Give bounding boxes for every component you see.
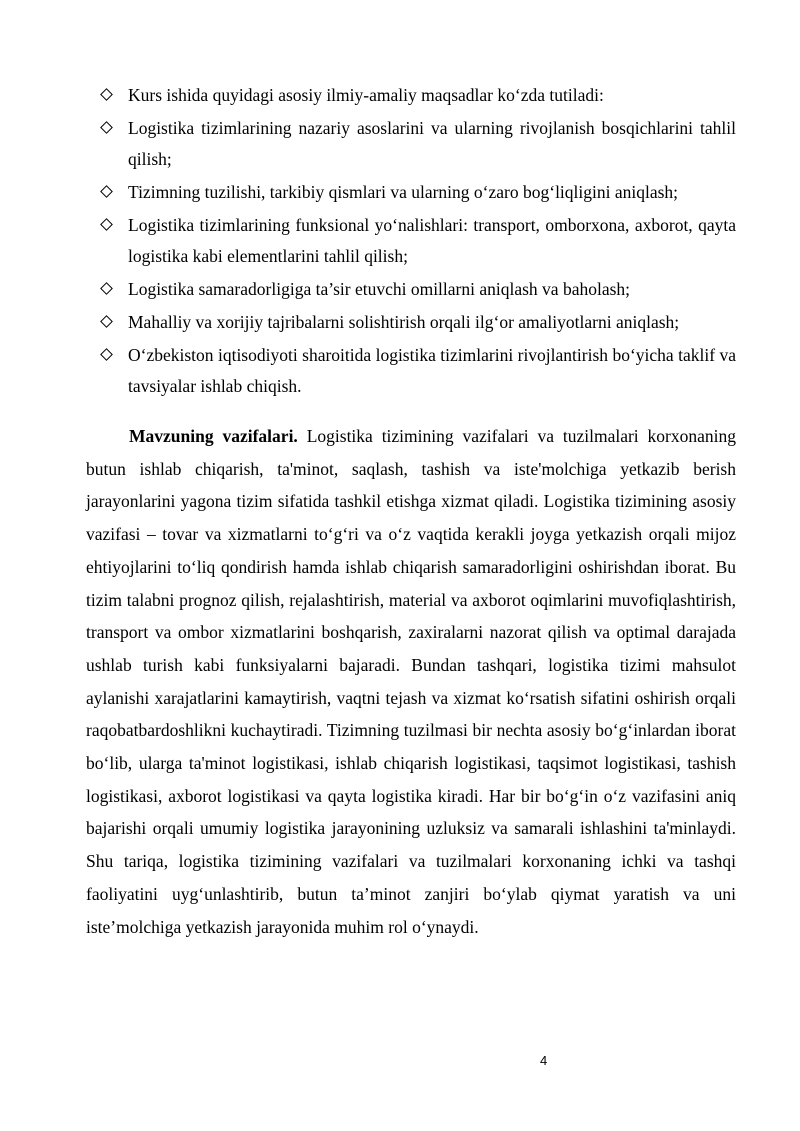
list-item <box>86 274 736 305</box>
paragraph-heading: Mavzuning vazifalari. <box>129 426 298 446</box>
objectives-list <box>86 80 736 404</box>
list-item-text: Mahalliy va xorijiy tajribalarni solishtirish orqali ilgʻor amaliyotlarni aniqlash; <box>128 312 680 332</box>
list-item <box>86 80 736 111</box>
diamond-bullet-icon <box>100 121 113 134</box>
diamond-bullet-icon <box>100 282 113 295</box>
tasks-paragraph <box>86 420 736 943</box>
list-item-text: Logistika samaradorligiga ta’sir etuvchi omillarni aniqlash va baholash; <box>128 279 631 299</box>
paragraph-text: Logistika tizimining vazifalari va tuzilmalari korxonaning butun ishlab chiqarish, ta'minot, saqlash, tashish va iste'molchiga yetkazib berish jarayonlarini yagona tizim sifatida tashkil etishga xizmat qiladi. Logistika tizimining asosiy vazifasi – tovar va xizmatlarni toʻgʻri va oʻz vaqtida kerakli joyga yetkazish orqali mijoz ehtiyojlarini toʻliq qondirish hamda ishlab chiqarish samaradorligini oshirishdan iborat. Bu tizim talabni prognoz qilish, rejalashtirish, material va axborot oqimlarini muvofiqlashtirish, transport va ombor xizmatlarini boshqarish, zaxiralarni nazorat qilish va optimal darajada ushlab turish kabi funksiyalarni bajaradi. Bundan tashqari, logistika tizimi mahsulot aylanishi xarajatlarini kamaytirish, vaqtni tejash va xizmat koʻrsatish sifatini oshirish orqali raqobatbardoshlikni kuchaytiradi. Tizimning tuzilmasi bir nechta asosiy boʻgʻinlardan iborat boʻlib, ularga ta'minot logistikasi, ishlab chiqarish logistikasi, taqsimot logistikasi, tashish logistikasi, axborot logistikasi va qayta logistika kiradi. Har bir boʻgʻin oʻz vazifasini aniq bajarishi orqali umumiy logistika jarayonining uzluksiz va samarali ishlashini ta'minlaydi. Shu tariqa, logistika tizimining vazifalari va tuzilmalari korxonaning ichki va tashqi faoliyatini uygʻunlashtirib, butun ta’minot zanjiri boʻylab qiymat yaratish va uni iste’molchiga yetkazish jarayonida muhim rol oʻynaydi. <box>86 426 737 937</box>
diamond-bullet-icon <box>100 348 113 361</box>
list-item <box>86 307 736 338</box>
list-item <box>86 340 736 402</box>
diamond-bullet-icon <box>100 185 113 198</box>
diamond-bullet-icon <box>100 88 113 101</box>
list-item-text: Tizimning tuzilishi, tarkibiy qismlari va ularning oʻzaro bogʻliqligini aniqlash; <box>128 182 679 202</box>
list-item-text: Kurs ishida quyidagi asosiy ilmiy-amaliy maqsadlar koʻzda tutiladi: <box>128 85 604 105</box>
list-item-text: Logistika tizimlarining nazariy asoslarini va ularning rivojlanish bosqichlarini tahlil qilish; <box>128 118 736 169</box>
list-item <box>86 177 736 208</box>
list-item <box>86 210 736 272</box>
diamond-bullet-icon <box>100 315 113 328</box>
list-item <box>86 113 736 175</box>
list-item-text: Logistika tizimlarining funksional yoʻnalishlari: transport, omborxona, axborot, qayta logistika kabi elementlarini tahlil qilish; <box>128 215 736 266</box>
list-item-text: Oʻzbekiston iqtisodiyoti sharoitida logistika tizimlarini rivojlantirish boʻyicha taklif va tavsiyalar ishlab chiqish. <box>128 345 736 396</box>
diamond-bullet-icon <box>100 218 113 231</box>
page-number: 4 <box>540 1053 548 1068</box>
